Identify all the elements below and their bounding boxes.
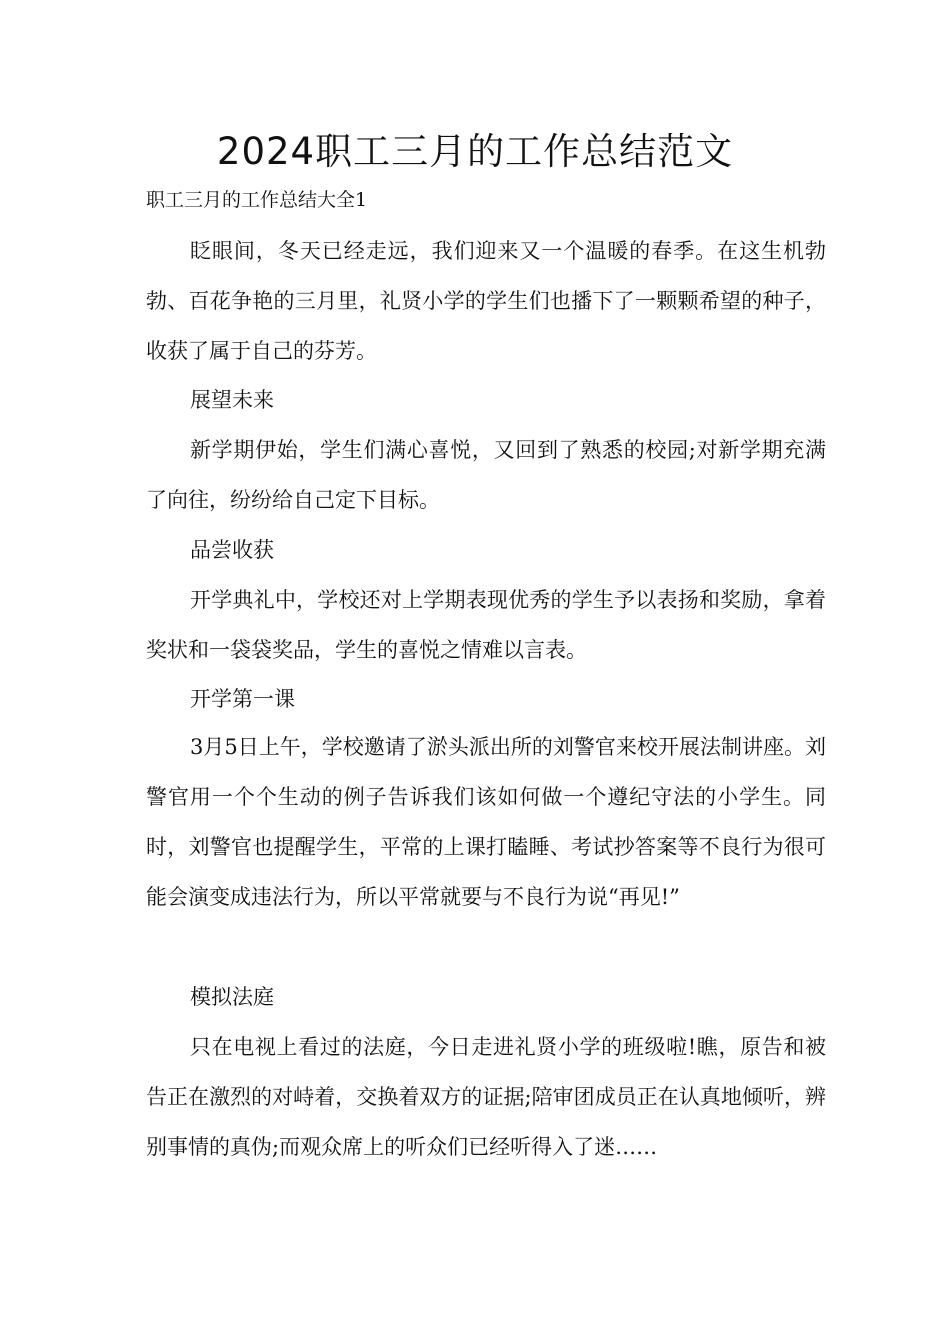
section-heading-harvest: 品尝收获 <box>190 538 274 562</box>
document-title: 2024职工三月的工作总结范文 <box>216 130 734 173</box>
document-subtitle: 职工三月的工作总结大全1 <box>146 189 368 211</box>
paragraph-first-lesson: 3月5日上午，学校邀请了淤头派出所的刘警官来校开展法制讲座。刘警官用一个个生动的例子告诉我们该如何做一个遵纪守法的小学生。同时，刘警官也提醒学生，平常的上课打瞌睡、考试抄答案等不良行为很可能会演变成违法行为，所以平常就要与不良行为说“再见!” <box>146 735 826 909</box>
paragraph-outlook: 新学期伊始，学生们满心喜悦，又回到了熟悉的校园;对新学期充满了向往，纷纷给自己定下目标。 <box>146 438 826 512</box>
section-heading-mock-court: 模拟法庭 <box>190 985 274 1009</box>
paragraph-intro: 眨眼间，冬天已经走远，我们迎来又一个温暖的春季。在这生机勃勃、百花争艳的三月里，礼贤小学的学生们也播下了一颗颗希望的种子，收获了属于自己的芬芳。 <box>146 239 826 363</box>
paragraph-mock-court: 只在电视上看过的法庭，今日走进礼贤小学的班级啦!瞧，原告和被告正在激烈的对峙着，交换着双方的证据;陪审团成员正在认真地倾听，辨别事情的真伪;而观众席上的听众们已经听得入了迷…… <box>146 1035 826 1159</box>
section-heading-outlook: 展望未来 <box>190 388 274 412</box>
section-heading-first-lesson: 开学第一课 <box>190 687 295 711</box>
paragraph-harvest: 开学典礼中，学校还对上学期表现优秀的学生予以表扬和奖励，拿着奖状和一袋袋奖品，学生的喜悦之情难以言表。 <box>146 588 826 662</box>
